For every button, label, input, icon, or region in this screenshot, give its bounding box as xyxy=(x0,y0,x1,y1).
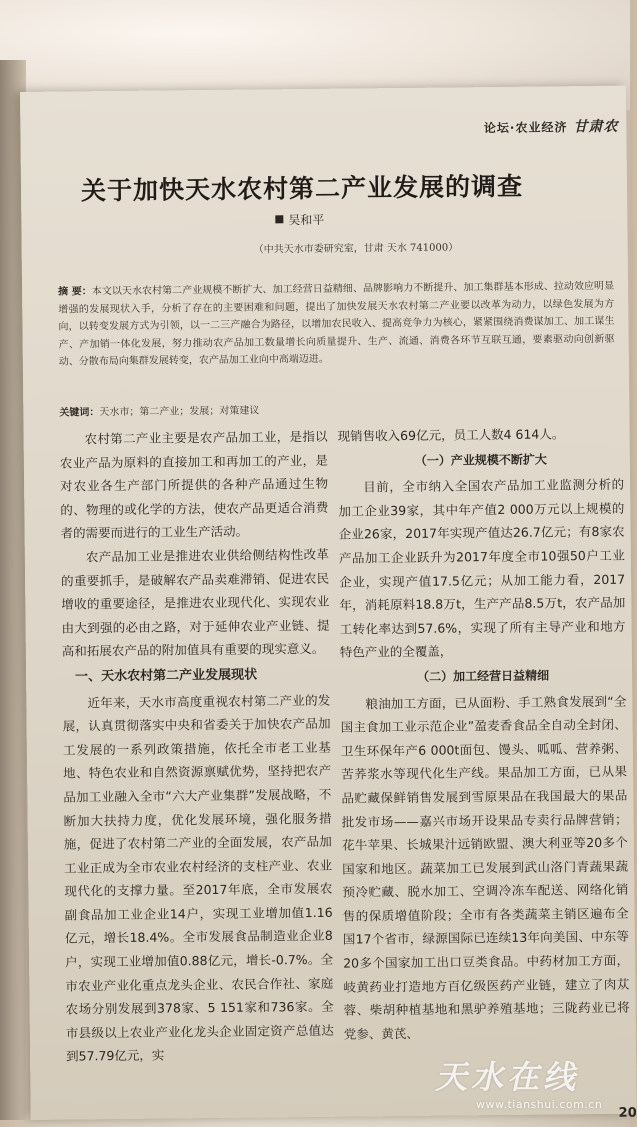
page-number: 20 xyxy=(618,1105,637,1121)
author-name: 吴和平 xyxy=(288,212,325,228)
magazine-page xyxy=(20,86,637,1120)
subsection-heading: （二）加工经营日益精细 xyxy=(417,668,550,684)
journal-logo: 甘肃农 xyxy=(573,118,619,136)
section-tag: 论坛·农业经济 xyxy=(483,120,568,136)
paragraph: 农村第二产业主要是农产品加工业，是指以农业产品为原料的直接加工和再加工的产业，是对农业各生产部门所提供的各种产品通过生物的、物理的或化学的方法，使农产品更适合消费者的需要而进行的工业生产活动。 xyxy=(59,428,329,541)
abstract-text: 本文以天水农村第二产业规模不断扩大、加工经营日益精细、品牌影响力不断提升、加工集群基本形成、拉动效应明显增强的发展现状入手，分析了存在的主要困难和问题，提出了加快发展天水农村第二产业要以改革为动力，以绿色发展为方向，以转变发展方式为引领，以一二三产融合为路径，以增加农民收入、提高竞争力为核心，紧紧围绕消费谋加工、加工谋生产、产加销一体化发展，努力推动农产品加工数量增长向质量提升、生产、流通、消费各环节互联互通，要素驱动向创新驱动、分散布局向集群发展转变，农产品加工业向中高端迈进。 xyxy=(58,280,615,368)
watermark-logo: 天水在线 xyxy=(433,1058,586,1096)
author-line xyxy=(275,211,324,229)
body-column-right xyxy=(338,422,630,1046)
keywords-label: 关键词： xyxy=(59,407,100,419)
article-title: 关于加快天水农村第二产业发展的调查 xyxy=(80,171,524,206)
paragraph: 农产品加工业是推进农业供给侧结构性改革的重要抓手，是破解农产品卖难滞销、促进农民增收的重要途径，是推进农业现代化、实现农业由大到强的必由之路，对于延伸农业产业链、提高和拓展农产品的附加值具有重要的现实意义。 xyxy=(61,546,330,659)
watermark-url: www.tianshui.com.cn xyxy=(476,1098,603,1111)
author-marker-icon xyxy=(275,215,283,223)
subsection-heading: （一）产业规模不断扩大 xyxy=(414,452,547,468)
paragraph: 目前，全市纳入全国农产品加工业监测分析的加工企业39家，其中年产值2 000万元以上规模的企业26家，2017年实现产值达26.7亿元；有8家农产品加工企业跃升为2017年度全市10强50户工业企业，实现产值17.5亿元；从加工能力看，2017年，消耗原料18.8万t，生产产品8.5万t，农产品加工转化率达到57.6%，实现了所有主导产业和地方特色产业的全覆盖， xyxy=(338,476,626,661)
keywords-text: 天水市；第二产业；发展；对策建议 xyxy=(99,405,260,419)
section-heading: 一、天水农村第二产业发展现状 xyxy=(75,667,258,685)
keywords xyxy=(59,398,615,419)
author-affiliation: （中共天水市委研究室，甘肃 天水 741000） xyxy=(253,242,459,256)
paragraph: 近年来，天水市高度重视农村第二产业的发展，认真贯彻落实中央和省委关于加快农产品加工发展的一系列政策措施，依托全市老工业基地、特色农业和自然资源禀赋优势，坚持把农产品加工业融入全市“六大产业集群”发展战略，不断加大扶持力度，优化发展环境，强化服务措施，促进了农村第二产业的全面发展，农产品加工业正成为全市农业农村经济的支柱产业、农业现代化的支撑力量。至2017年底，全市发展农副食品加工业企业14户，实现工业增加值1.16亿元，增长18.4%。全市发展食品制造业企业8户，实现工业增加值0.88亿元，增长-0.7%。全市农业产业化重点龙头企业、农民合作社、家庭农场分别发展到378家、5 151家和736家。全市县级以上农业产业化龙头企业固定资产总值达到57.79亿元，实 xyxy=(62,692,334,1065)
section-header xyxy=(484,116,619,137)
paragraph: 粮油加工方面，已从面粉、手工熟食发展到“全国主食加工业示范企业”盈麦香食品全自动全封闭、卫生环保年产6 000t面包、馒头、呱呱、营养粥、苦荞浆水等现代化生产线。果品加工方面，已从果品贮藏保鲜销售发展到雪原果品在我国最大的果品批发市场——嘉兴市场开设果品专卖行品牌营销；花牛苹果、长城果汁远销欧盟、澳大利亚等20多个国家和地区。蔬菜加工已发展到武山洛门青蔬果蔬预冷贮藏、脱水加工、空调冷冻车配送、网络化销售的保质增值阶段；全市有各类蔬菜主销区遍布全国17个省市，绿源国际已连续13年向美国、中东等20多个国家加工出口豆类食品。中药材加工方面，岐黄药业打造地方百亿级医药产业链，建立了肉苁蓉、柴胡种植基地和黑驴养殖基地；三陇药业已将党参、黄芪、 xyxy=(340,693,630,1042)
abstract-label: 摘 要： xyxy=(58,286,92,298)
body-column-left xyxy=(60,425,335,1069)
paragraph-continued: 现销售收入69亿元，员工人数4 614人。 xyxy=(337,426,565,444)
abstract xyxy=(58,278,615,371)
